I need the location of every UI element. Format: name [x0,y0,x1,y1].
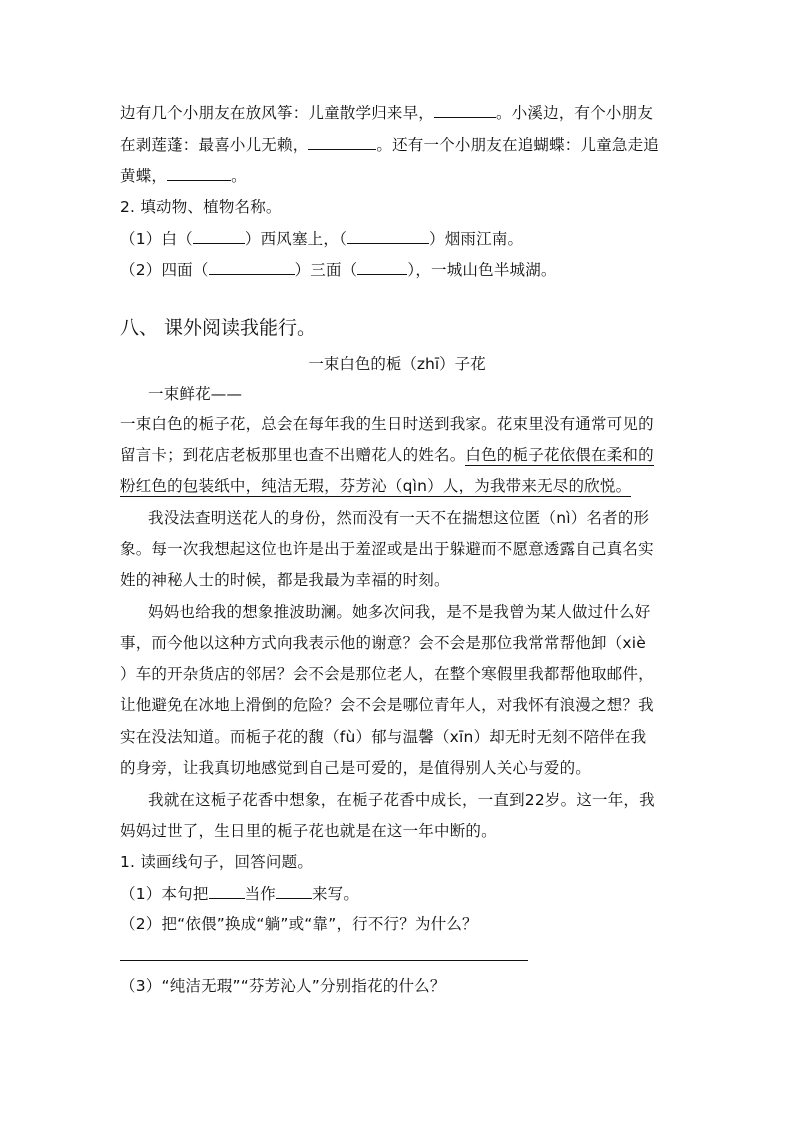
answer-blank[interactable] [209,883,245,899]
answer-blank[interactable] [193,228,245,244]
answer-blank[interactable] [209,259,295,275]
passage-line: 我没法查明送花人的身份，然而没有一天不在揣想这位匿（nì）名者的形 [148,509,650,527]
passage-line: ）车的开杂货店的邻居？会不会是那位老人，在整个寒假里我都帮他取邮件， [120,665,654,683]
passage-line: 让他避免在冰地上滑倒的危险？会不会是哪位青年人，对我怀有浪漫之想？我 [120,696,654,714]
passage-line: 象。每一次我想起这位也许是出于羞涩或是出于躲避而不愿意透露自己真名实 [120,540,654,558]
answer-blank[interactable] [357,259,407,275]
question-1-2: （2）把“依偎”换成“躺”或“靠”，行不行？为什么？ [120,915,478,933]
passage-line: 姓的神秘人士的时候，都是我最为幸福的时刻。 [120,571,450,589]
passage-subtitle: 一束鲜花—— [148,385,243,403]
passage-line [120,476,680,496]
answer-blank[interactable] [167,165,231,181]
underlined-sentence: 粉红色的包装纸中，纯洁无瑕，芬芳沁（qìn）人，为我带来无尽的欣悦。 [120,477,632,495]
passage-line: 留言卡；到花店老板那里也查不出赠花人的姓名。白色的栀子花依偎在柔和的 [120,446,654,464]
passage-line: 妈妈也给我的想象推波助澜。她多次问我，是不是我曾为某人做过什么好 [148,603,651,621]
passage-line: 一束白色的栀子花，总会在每年我的生日时送到我家。花束里没有通常可见的 [120,415,654,433]
passage-line: 我就在这栀子花香中想象，在栀子花香中成长，一直到22岁。这一年，我 [148,791,655,809]
answer-blank[interactable] [308,134,376,150]
answer-blank[interactable] [347,228,429,244]
underlined-sentence: 白色的栀子花依偎在柔和的 [465,446,654,464]
q2-item-2: （2）四面（ ）三面（ ），一城山色半城湖。 [120,261,557,279]
answer-blank[interactable] [434,102,496,118]
passage-line: 妈妈过世了，生日里的栀子花也就是在这一年中断的。 [120,822,497,840]
intro-line-3: 黄蝶， 。 [120,167,247,185]
q2-item-1: （1）白（ ）西风塞上，（ ）烟雨江南。 [120,230,524,248]
q2-title: 2. 填动物、植物名称。 [120,198,282,216]
intro-line-2: 在剥莲蓬：最喜小儿无赖， 。还有一个小朋友在追蝴蝶：儿童急走追 [120,136,660,154]
passage-line: 的身旁，让我真切地感觉到自己是可爱的，是值得别人关心与爱的。 [120,759,592,777]
question-1-3: （3）“纯洁无瑕”“芬芳沁人”分别指花的什么？ [120,977,446,995]
passage-line: 实在没法知道。而栀子花的馥（fù）郁与温馨（xīn）却无时无刻不陪伴在我 [120,728,647,746]
question-1: 1. 读画线句子，回答问题。 [120,853,314,871]
answer-line[interactable] [120,960,528,961]
question-1-1: （1）本句把 当作 来写。 [120,885,360,903]
passage-line: 事，而今他以这种方式向我表示他的谢意？会不会是那位我常常帮他卸（xiè [120,634,647,652]
passage-title: 一束白色的栀（zhī）子花 [308,355,486,373]
intro-line-1: 边有几个小朋友在放风筝：儿童散学归来早， 。小溪边，有个小朋友 [120,104,654,122]
section-heading: 八、 课外阅读我能行。 [120,317,317,339]
answer-blank[interactable] [276,883,312,899]
